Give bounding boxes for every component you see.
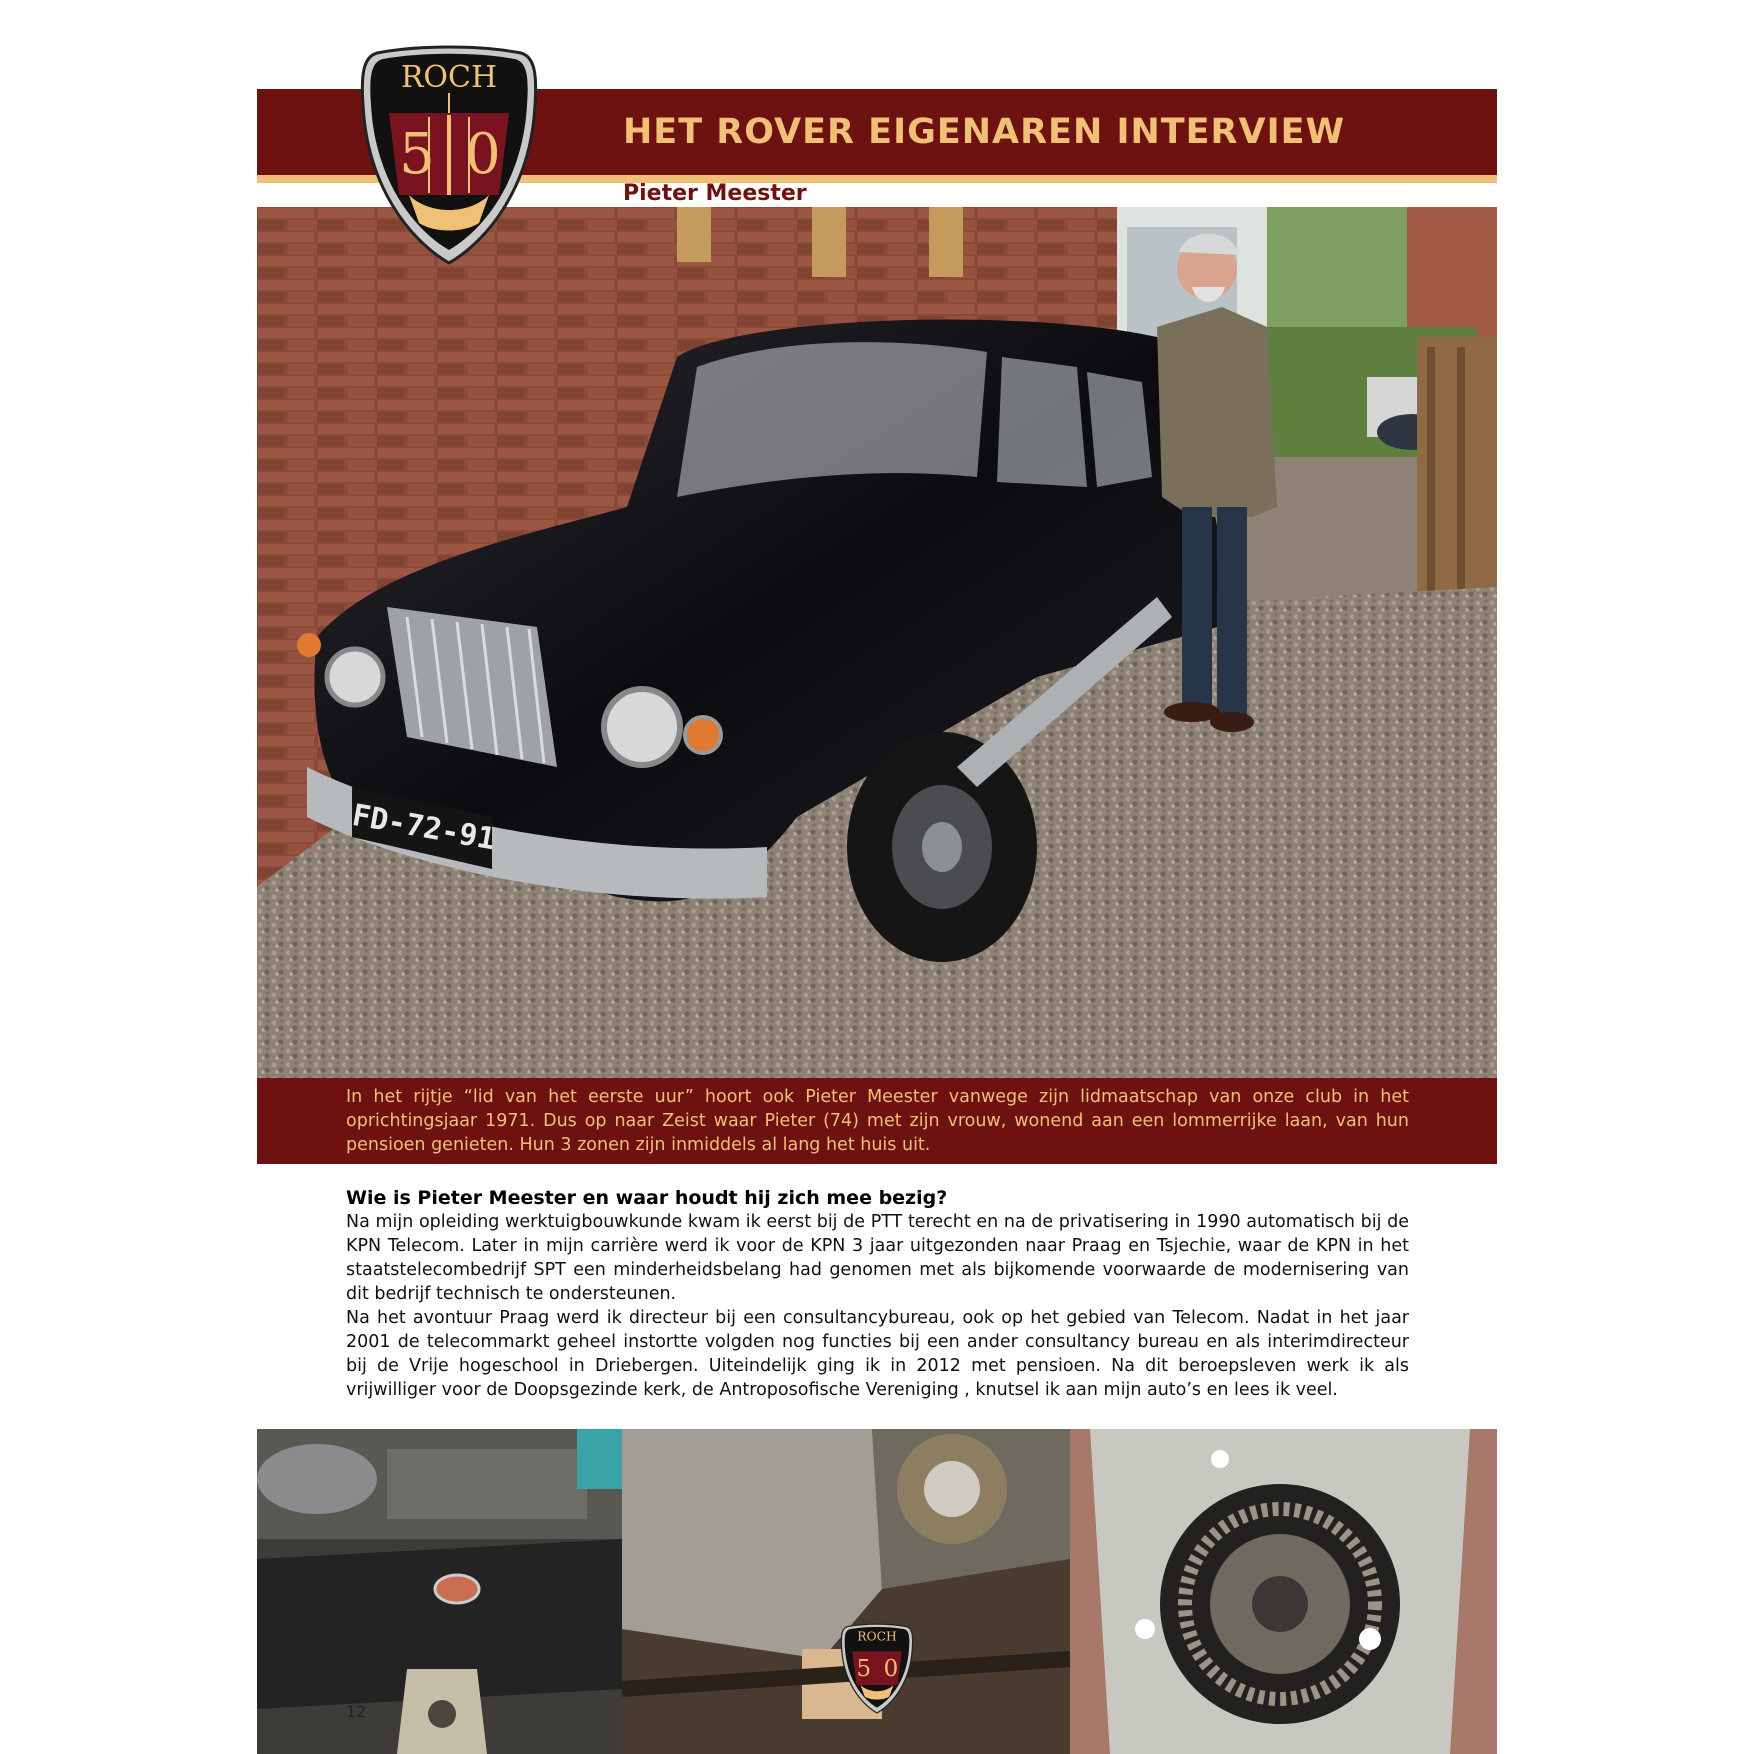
interviewee-name: Pieter Meester	[623, 181, 807, 206]
main-photo-rover-car	[257, 207, 1497, 1078]
article-paragraph-1: Na mijn opleiding werktuigbouwkunde kwam ik eerst bij de PTT terecht en na de privatisering in 1990 automatisch bij de KPN Telecom. Later in mijn carrière werd ik voor de KPN 3 jaar uitgezonden naar Praag en Tsjechie, waar de KPN in het staatstelecombedrijf SPT een minderheidsbelang had genomen met als bijkomende voorwaarde de modernisering van dit bedrijf technisch te ondersteunen.	[346, 1212, 1409, 1304]
small-logo-number-0: 0	[883, 1655, 899, 1682]
logo-number-0: 0	[465, 122, 501, 187]
page-number: 12	[346, 1702, 367, 1721]
photo-flywheel-housing	[1070, 1429, 1497, 1754]
logo-roch-text: ROCH	[400, 60, 498, 95]
photo-engine-bay	[257, 1429, 622, 1754]
article-paragraph-2: Na het avontuur Praag werd ik directeur bij een consultancybureau, ook op het gebied van Telecom. Nadat in het jaar 2001 de telecommarkt geheel instortte volgden nog functies bij een ander consultancy bureau en als interimdirecteur bij de Vrije hogeschool in Driebergen. Uiteindelijk ging ik in 2012 met pensioen. Na dit beroepsleven werk ik als vrijwilliger voor de Doopsgezinde kerk, de Antroposofische Vereniging , knutsel ik aan mijn auto’s en lees ik veel.	[346, 1308, 1409, 1400]
article-body	[346, 1186, 1409, 1402]
license-plate-text: FD-72-91	[349, 797, 498, 858]
roch-50-logo	[359, 45, 539, 267]
logo-number-5: 5	[399, 122, 435, 187]
page-title: HET ROVER EIGENAREN INTERVIEW	[623, 112, 1346, 152]
photo-caption: In het rijtje “lid van het eerste uur” hoort ook Pieter Meester vanwege zijn lidmaatschap van onze club in het oprichtingsjaar 1971. Dus op naar Zeist waar Pieter (74) met zijn vrouw, wonend aan een lommerrijke laan, van hun pensioen genieten. Hun 3 zonen zijn inmiddels al lang het huis uit.	[346, 1087, 1409, 1155]
small-logo-roch-text: ROCH	[857, 1629, 897, 1644]
article-question-heading: Wie is Pieter Meester en waar houdt hij zich mee bezig?	[346, 1187, 948, 1209]
small-logo-number-5: 5	[856, 1655, 872, 1682]
roch-50-small-logo	[840, 1621, 914, 1717]
